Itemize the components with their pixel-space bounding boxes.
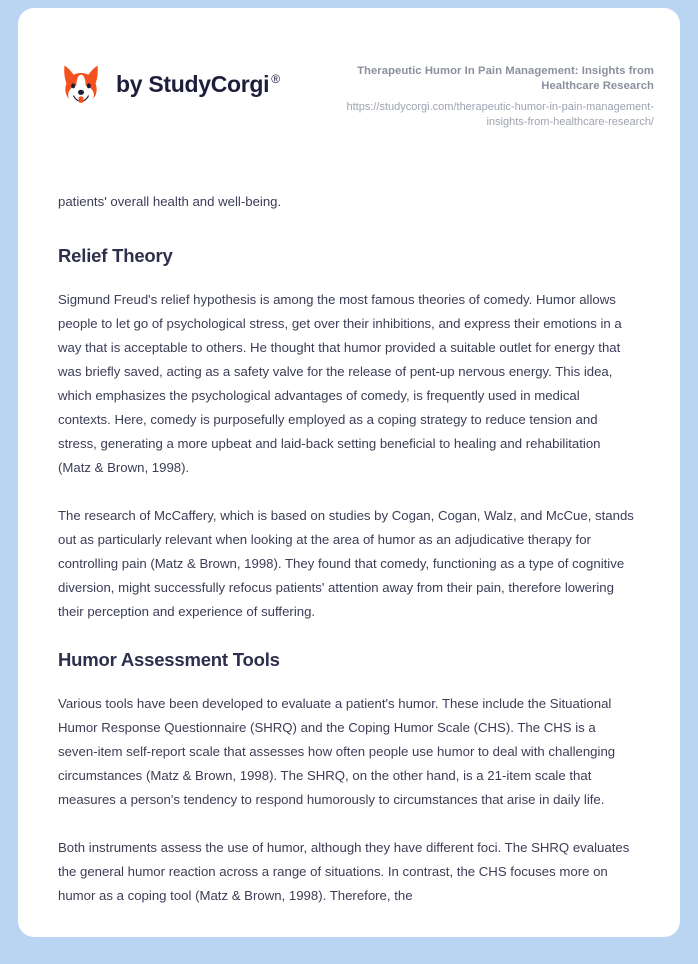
corgi-head-logo-icon [58, 61, 104, 107]
header-meta [314, 64, 654, 130]
paragraph: Various tools have been developed to evaluate a patient's humor. These include the Situational Humor Response Questionnaire (SHRQ) and the Coping Humor Scale (CHS). The CHS is a seven-item self-report scale that assesses how often people use humor to deal with challenging circumstances (Matz & Brown, 1998). The SHRQ, on the other hand, is a 21-item scale that measures a person's tendency to respond humorously to circumstances that arise in daily life. [58, 696, 616, 808]
document-page [18, 8, 680, 937]
section-heading-humor-assessment-tools: Humor Assessment Tools [58, 649, 280, 671]
document-header [18, 8, 680, 128]
paragraph: The research of McCaffery, which is based on studies by Cogan, Cogan, Walz, and McCue, stands out as particularly relevant when looking at the area of humor as an adjudicative therapy for controlling pain (Matz & Brown, 1998). They found that comedy, functioning as a type of cognitive diversion, might successfully refocus patients' attention away from their pain, therefore lowering their perception and experience of suffering. [58, 508, 634, 620]
document-body [18, 190, 680, 908]
paragraph: Both instruments assess the use of humor, although they have different foci. The SHRQ evaluates the general humor reaction across a range of situations. In contrast, the CHS focuses more on humor as a coping tool (Matz & Brown, 1998). Therefore, the [58, 840, 630, 904]
brand-logo-block[interactable] [58, 61, 280, 107]
brand-name [116, 71, 280, 98]
paragraph: Sigmund Freud's relief hypothesis is among the most famous theories of comedy. Humor allows people to let go of psychological stress, get over their inhibitions, and express their emotions in a way that is acceptable to others. He thought that humor provided a suitable outlet for energy that was briefly saved, acting as a safety valve for the release of pent-up nervous energy. This idea, which emphasizes the psychological advantages of comedy, is frequently used in medical contexts. Here, comedy is purposefully employed as a coping strategy to reduce tension and stress, generating a more upbeat and laid-back setting beneficial to healing and rehabilitation (Matz & Brown, 1998). [58, 292, 622, 476]
registered-trademark-mark: ® [271, 71, 280, 86]
brand-name-text: by StudyCorgi [116, 70, 270, 97]
lead-paragraph: patients' overall health and well-being. [58, 194, 282, 209]
source-url[interactable]: https://studycorgi.com/therapeutic-humor-in-pain-management-insights-from-healthcare-research/ [346, 100, 654, 128]
section-heading-relief-theory: Relief Theory [58, 245, 173, 266]
page-title: Therapeutic Humor In Pain Management: Insights from Healthcare Research [357, 65, 654, 93]
